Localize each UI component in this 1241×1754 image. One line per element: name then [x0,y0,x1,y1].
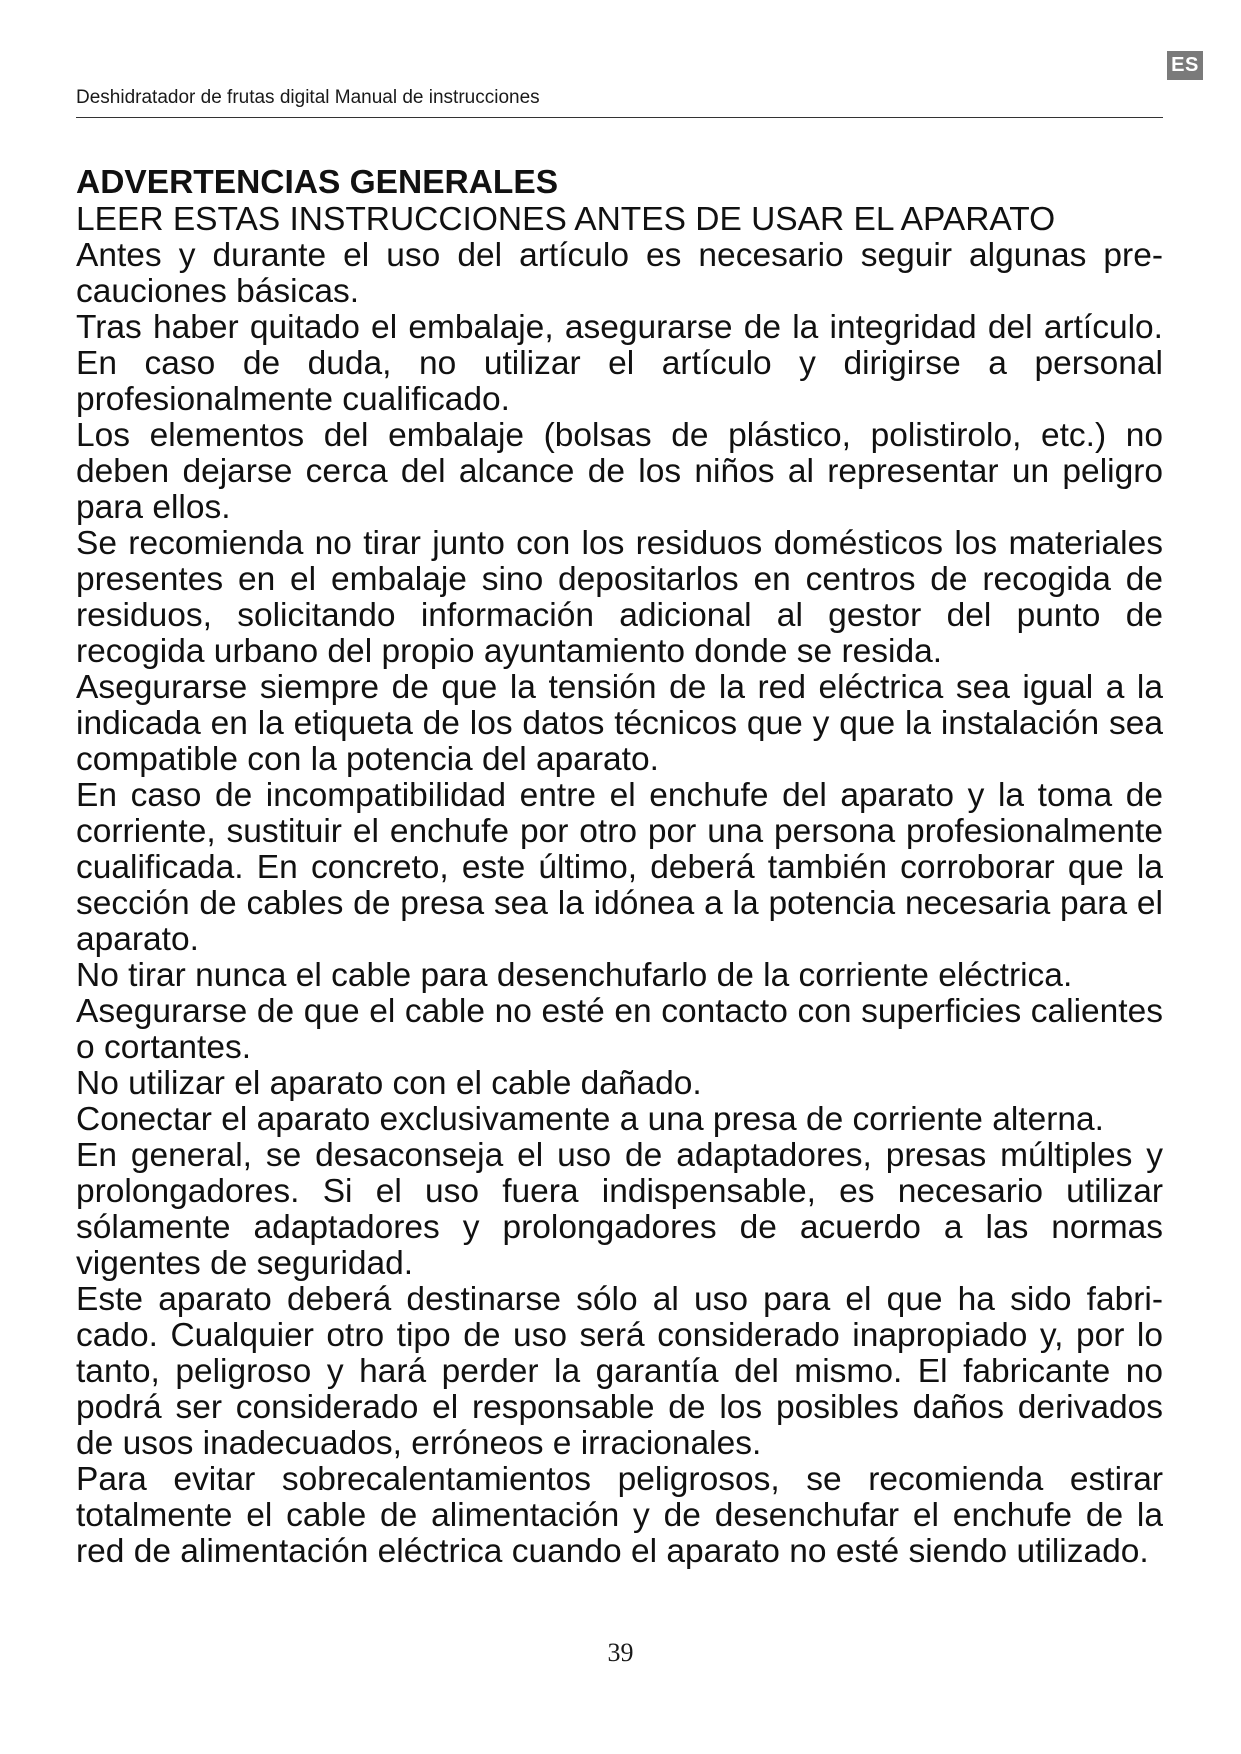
section-subtitle: LEER ESTAS INSTRUCCIONES ANTES DE USAR EL APARATO [76,201,1056,238]
paragraph: No tirar nunca el cable para desenchufarlo de la corriente eléctrica. [76,957,1073,994]
running-header: Deshidratador de frutas digital Manual de instrucciones [76,87,540,108]
paragraph: Se recomienda no tirar junto con los residuos domésticos los materiales presentes en el embalaje sino depositarlos en centros de recogida de residuos, solicitando información adicional al gestor del punto de recogida urbano del propio ayuntamiento donde se resida. [76,525,1163,670]
paragraph: En general, se desaconseja el uso de adaptadores, presas múltiples y prolongadores. Si el uso fuera indispensable, es necesario utilizar sólamente adaptadores y prolongadores de acuerdo a las normas vigentes de seguridad. [76,1137,1163,1282]
paragraph: No utilizar el aparato con el cable dañado. [76,1065,702,1102]
page-content [76,164,1163,1570]
paragraph: Asegurarse de que el cable no esté en contacto con superficies calientes o cortantes. [76,993,1163,1066]
paragraph: En caso de incompatibilidad entre el enchufe del aparato y la toma de corriente, sustituir el enchufe por otro por una persona profesionalmente cualificada. En concreto, este último, deberá también corroborar que la sección de cables de presa sea la idónea a la potencia necesaria para el aparato. [76,777,1163,958]
paragraph: Los elementos del embalaje (bolsas de plástico, polistirolo, etc.) no deben dejarse cerca del alcance de los niños al representar un peligro para ellos. [76,417,1163,526]
paragraph: Este aparato deberá destinarse sólo al uso para el que ha sido fabricado. Cualquier otro tipo de uso será considerado inapropiado y, por lo tanto, peligroso y hará perder la garantía del mismo. El fabricante no podrá ser considerado el responsable de los posibles daños derivados de usos inadecuados, erróneos e irracionales. [76,1281,1163,1462]
paragraph: Antes y durante el uso del artículo es necesario seguir algunas precauciones básicas. [76,237,1163,310]
language-badge: ES [1167,51,1203,80]
page-number: 39 [607,1638,634,1667]
section-title: ADVERTENCIAS GENERALES [76,164,559,201]
paragraph: Conectar el aparato exclusivamente a una presa de corriente alterna. [76,1101,1104,1138]
paragraph: Para evitar sobrecalentamientos peligrosos, se recomienda estirar totalmente el cable de alimentación y de desenchufar el enchufe de la red de alimentación eléctrica cuando el aparato no esté siendo utilizado. [76,1461,1163,1570]
paragraph: Tras haber quitado el embalaje, asegurarse de la integridad del artículo. En caso de duda, no utilizar el artículo y dirigirse a personal profesionalmente cualificado. [76,309,1163,418]
paragraph: Asegurarse siempre de que la tensión de la red eléctrica sea igual a la indicada en la etiqueta de los datos técnicos que y que la instalación sea compatible con la potencia del aparato. [76,669,1163,778]
header-divider [76,117,1163,118]
